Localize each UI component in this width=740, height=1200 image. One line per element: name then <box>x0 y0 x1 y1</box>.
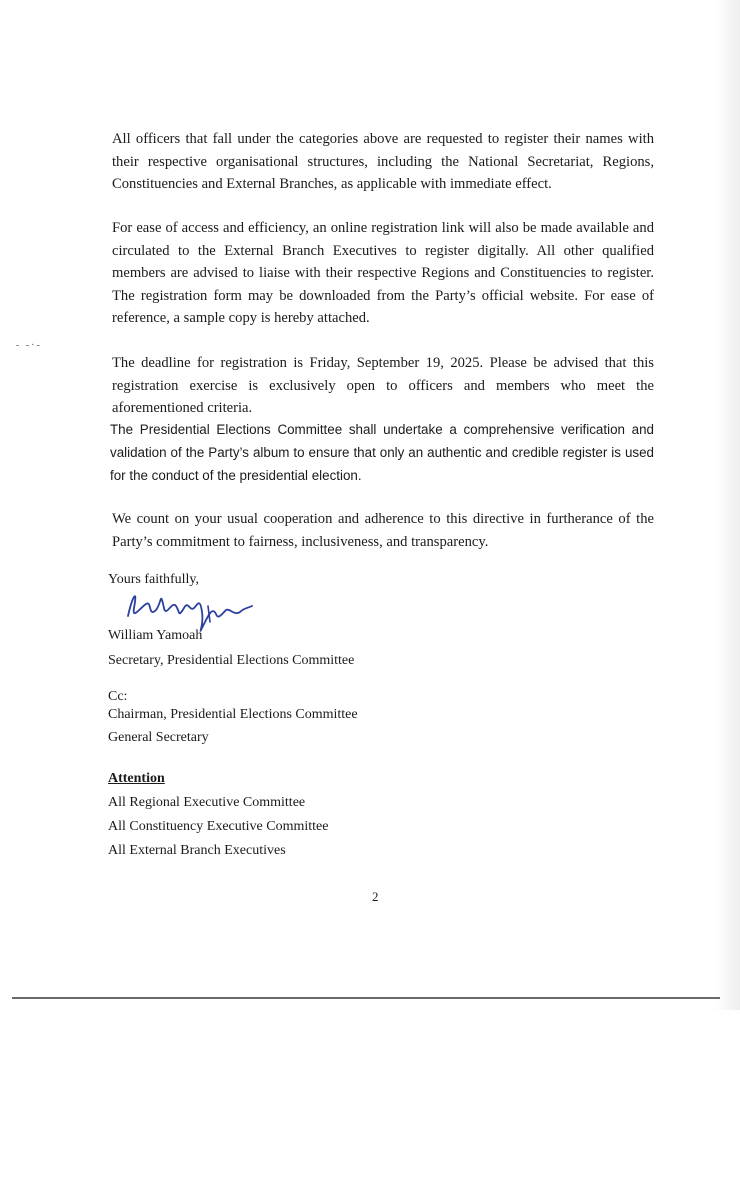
paragraph-registration-instruction: All officers that fall under the categories above are requested to register their names with their respective organisational structures, including the National Secretariat, Regions, Constituencies and External Branches, as applicable with immediate effect. <box>112 131 654 192</box>
attention-heading: Attention <box>108 771 165 786</box>
closing: Yours faithfully, <box>108 572 200 587</box>
signatory-name: William Yamoah <box>108 628 203 643</box>
margin-mark: - -·- <box>16 340 42 351</box>
attention-recipient: All External Branch Executives <box>108 843 286 858</box>
attention-recipient: All Constituency Executive Committee <box>108 819 329 834</box>
page-bottom-edge <box>12 997 720 999</box>
paragraph-deadline: The deadline for registration is Friday, September 19, 2025. Please be advised that this registration exercise is exclusively open to officers and members who meet the aforementioned criteria. <box>112 355 654 416</box>
paragraph-verification: The Presidential Elections Committee shall undertake a comprehensive verification and validation of the Party’s album to ensure that only an authentic and credible register is used for the conduct of the presidential election. <box>110 422 654 483</box>
signatory-title: Secretary, Presidential Elections Committee <box>108 653 355 668</box>
cc-recipient: Chairman, Presidential Elections Committee <box>108 707 358 722</box>
page-shadow <box>714 0 740 1010</box>
cc-recipient: General Secretary <box>108 730 209 745</box>
paragraph-cooperation: We count on your usual cooperation and adherence to this directive in furtherance of the Party’s commitment to fairness, inclusiveness, and transparency. <box>112 511 654 550</box>
page-number: 2 <box>372 889 379 904</box>
cc-label: Cc: <box>108 689 128 704</box>
attention-recipient: All Regional Executive Committee <box>108 795 306 810</box>
paragraph-online-registration: For ease of access and efficiency, an online registration link will also be made available and circulated to the External Branch Executives to register digitally. All other qualified members are advised to liaise with their respective Regions and Constituencies to register. The registration form may be downloaded from the Party’s official website. For ease of reference, a sample copy is hereby attached. <box>112 220 654 326</box>
